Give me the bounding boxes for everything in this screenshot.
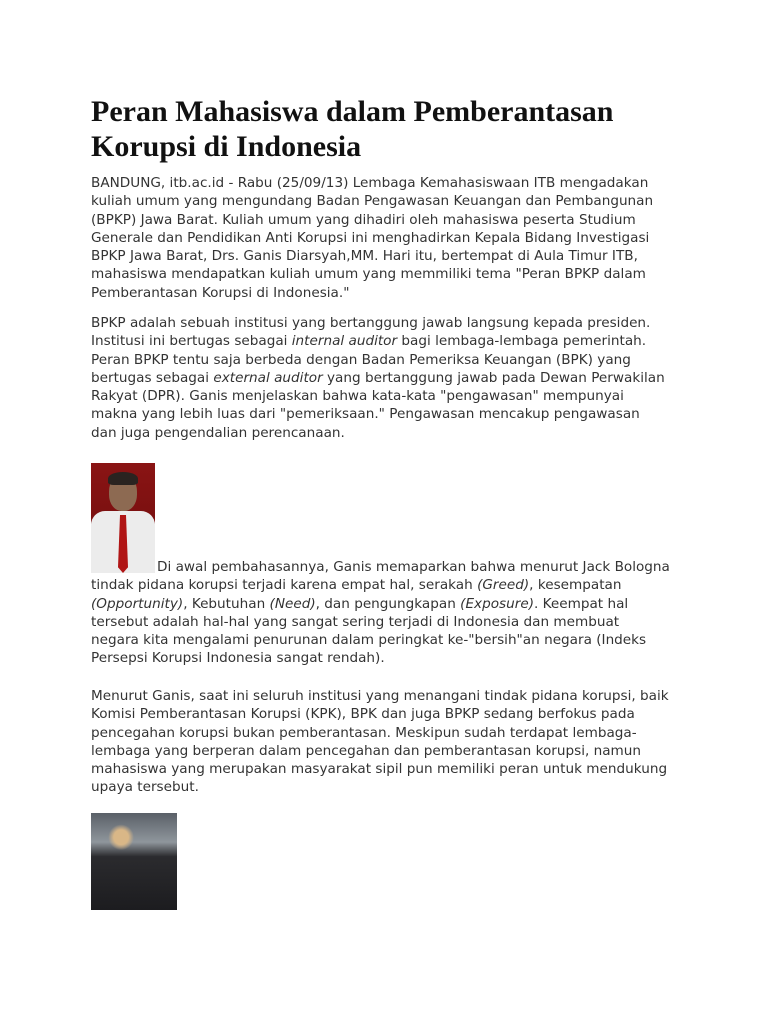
text-segment: bagi lembaga-lembaga pemerintah. <box>397 333 647 350</box>
text-segment: dan juga pengendalian perencanaan. <box>91 424 345 441</box>
text-segment: mahasiswa mendapatkan kuliah umum yang memmiliki tema "Peran BPKP dalam <box>91 266 646 283</box>
text-segment: (BPKP) Jawa Barat. Kuliah umum yang dihadiri oleh mahasiswa peserta Studium <box>91 211 636 228</box>
text-line <box>91 229 653 247</box>
text-line <box>91 369 665 387</box>
text-segment: yang bertanggung jawab pada Dewan Perwakilan <box>322 369 665 386</box>
text-line <box>91 247 653 265</box>
text-segment: bertugas sebagai <box>91 369 214 386</box>
text-segment: BPKP Jawa Barat, Drs. Ganis Diarsyah,MM. Hari itu, bertempat di Aula Timur ITB, <box>91 248 638 265</box>
text-segment: Menurut Ganis, saat ini seluruh institusi yang menangani tindak pidana korupsi, baik <box>91 688 669 704</box>
text-segment: upaya tersebut. <box>91 779 199 796</box>
text-segment: tersebut adalah hal-hal yang sangat sering terjadi di Indonesia dan membuat <box>91 613 620 630</box>
text-segment: Persepsi Korupsi Indonesia sangat rendah). <box>91 650 385 667</box>
italic-term: (Opportunity) <box>91 595 184 612</box>
text-line <box>91 778 669 796</box>
article-title <box>91 94 613 164</box>
text-segment: Di awal pembahasannya, Ganis memaparkan bahwa menurut Jack Bologna <box>157 559 670 575</box>
text-segment: Institusi ini bertugas sebagai <box>91 333 292 350</box>
text-segment: , kesempatan <box>529 577 622 594</box>
text-segment: BPKP adalah sebuah institusi yang bertanggung jawab langsung kepada presiden. <box>91 315 651 331</box>
italic-term: (Greed) <box>477 577 530 594</box>
text-line <box>91 424 665 442</box>
title-line: Korupsi di Indonesia <box>91 130 362 163</box>
text-segment: negara kita mengalami penurunan dalam peringkat ke-"bersih"an negara (Indeks <box>91 632 647 649</box>
text-segment: Komisi Pemberantasan Korupsi (KPK), BPK dan juga BPKP sedang berfokus pada <box>91 706 635 723</box>
text-segment: makna yang lebih luas dari "pemeriksaan." Pengawasan mencakup pengawasan <box>91 406 640 423</box>
text-segment: lembaga yang berperan dalam pencegahan dan pemberantasan korupsi, namun <box>91 742 642 759</box>
text-segment: BANDUNG, itb.ac.id - Rabu (25/09/13) Lembaga Kemahasiswaan ITB mengadakan <box>91 175 649 191</box>
text-line <box>91 284 653 302</box>
text-line <box>91 174 653 192</box>
italic-term: external auditor <box>213 369 323 386</box>
text-line <box>91 724 669 742</box>
audience-photo <box>91 813 177 910</box>
text-segment: , dan pengungkapan <box>315 595 461 612</box>
text-line <box>91 631 670 649</box>
text-segment: , Kebutuhan <box>183 595 270 612</box>
italic-term: (Need) <box>269 595 316 612</box>
speaker-photo <box>91 463 155 573</box>
text-line <box>91 613 670 631</box>
text-line <box>91 211 653 229</box>
text-segment: tindak pidana korupsi terjadi karena empat hal, serakah <box>91 577 478 594</box>
italic-term: internal auditor <box>291 333 398 350</box>
text-line <box>91 332 665 350</box>
text-segment: Rakyat (DPR). Ganis menjelaskan bahwa kata-kata "pengawasan" mempunyai <box>91 388 624 405</box>
paragraph-intro <box>91 174 653 302</box>
text-line <box>91 760 669 778</box>
paragraph-jack-bologna <box>91 558 670 668</box>
text-segment: . Keempat hal <box>534 595 629 612</box>
text-line <box>91 265 653 283</box>
text-segment: Peran BPKP tentu saja berbeda dengan Badan Pemeriksa Keuangan (BPK) yang <box>91 351 631 368</box>
text-line <box>91 705 669 723</box>
text-line <box>91 687 669 705</box>
text-line <box>91 558 670 576</box>
text-segment: pencegahan korupsi bukan pemberantasan. Meskipun sudah terdapat lembaga- <box>91 724 637 741</box>
text-segment: kuliah umum yang mengundang Badan Pengawasan Keuangan dan Pembangunan <box>91 193 654 210</box>
text-line <box>91 314 665 332</box>
text-line <box>91 405 665 423</box>
text-line <box>91 576 670 594</box>
text-line <box>91 742 669 760</box>
paragraph-ganis <box>91 687 669 797</box>
text-line <box>91 387 665 405</box>
text-line <box>91 192 653 210</box>
text-segment: Generale dan Pendidikan Anti Korupsi ini menghadirkan Kepala Bidang Investigasi <box>91 229 650 246</box>
text-line <box>91 649 670 667</box>
italic-term: (Exposure) <box>460 595 534 612</box>
text-segment: mahasiswa yang merupakan masyarakat sipil pun memiliki peran untuk mendukung <box>91 761 668 778</box>
text-line <box>91 595 670 613</box>
text-line <box>91 351 665 369</box>
paragraph-bpkp <box>91 314 665 442</box>
text-segment: Pemberantasan Korupsi di Indonesia." <box>91 284 350 301</box>
title-line: Peran Mahasiswa dalam Pemberantasan <box>91 95 614 128</box>
